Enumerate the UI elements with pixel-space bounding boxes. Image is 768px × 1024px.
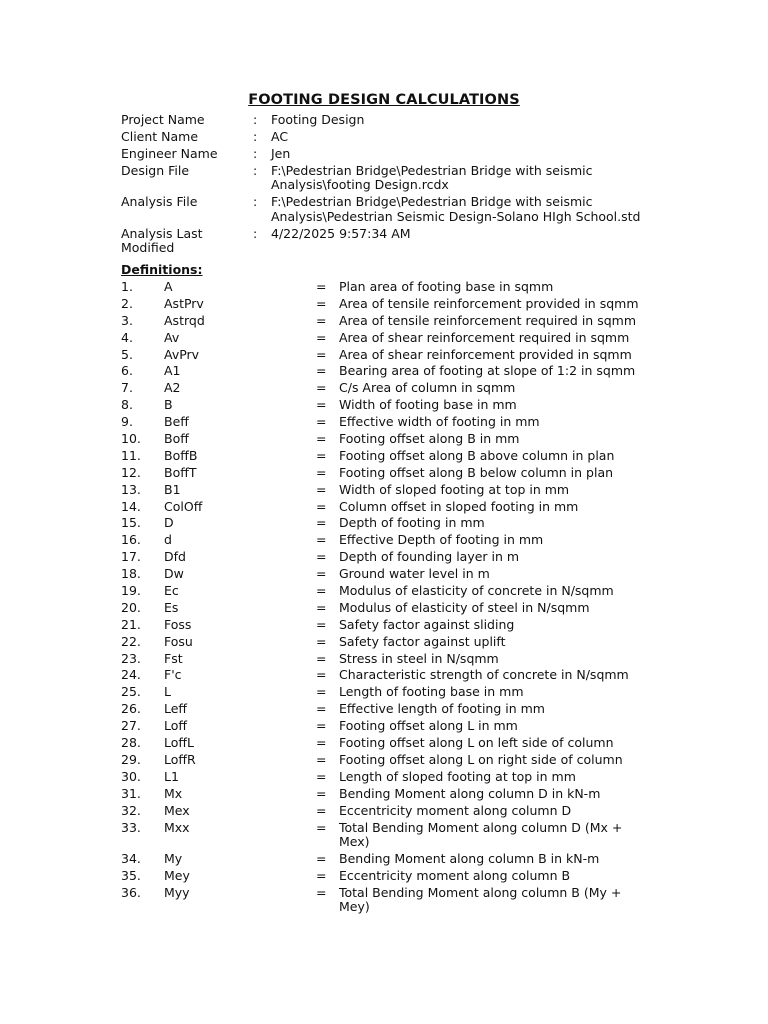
definition-row	[121, 449, 661, 464]
definition-equals: =	[316, 464, 327, 480]
definition-symbol: Leff	[164, 701, 188, 717]
info-colon: :	[253, 194, 258, 210]
definition-row	[121, 770, 661, 785]
definition-equals: =	[316, 701, 327, 717]
definition-symbol: Foss	[164, 616, 192, 632]
definition-symbol: Beff	[164, 414, 189, 430]
definition-equals: =	[316, 414, 327, 430]
info-label: Project Name	[121, 112, 205, 127]
definition-description: Modulus of elasticity of steel in N/sqmm	[339, 599, 590, 615]
definition-number: 1.	[121, 279, 133, 294]
definition-equals: =	[316, 481, 327, 497]
info-colon: :	[253, 112, 258, 127]
definition-row	[121, 432, 661, 447]
definition-symbol: Mx	[164, 785, 183, 801]
definition-row	[121, 635, 661, 650]
info-row	[121, 147, 661, 162]
definition-equals: =	[316, 633, 327, 649]
info-colon: :	[253, 128, 258, 144]
definition-number: 36.	[121, 884, 141, 900]
definition-description: C/s Area of column in sqmm	[339, 380, 516, 396]
definition-symbol: Myy	[164, 884, 190, 900]
definitions-heading: Definitions:	[121, 262, 203, 277]
definition-description: Footing offset along L on left side of column	[339, 735, 614, 751]
definition-symbol: Mex	[164, 802, 190, 818]
definition-symbol: Ec	[164, 583, 179, 599]
definition-number: 26.	[121, 701, 141, 717]
definition-number: 4.	[121, 329, 133, 345]
definition-number: 19.	[121, 583, 141, 599]
definition-row	[121, 719, 661, 734]
info-row	[121, 227, 661, 256]
definition-description: Eccentricity moment along column B	[339, 867, 571, 883]
definition-row	[121, 668, 661, 683]
definition-row	[121, 331, 661, 346]
definition-equals: =	[316, 363, 327, 379]
definition-description: Depth of footing in mm	[339, 515, 485, 531]
definition-row	[121, 466, 661, 481]
definition-equals: =	[316, 549, 327, 565]
definition-equals: =	[316, 329, 327, 345]
definition-row	[121, 398, 661, 413]
definition-symbol: Mxx	[164, 819, 190, 835]
definition-equals: =	[316, 802, 327, 818]
definition-symbol: Astrqd	[164, 312, 205, 328]
definition-description: Plan area of footing base in sqmm	[339, 279, 554, 294]
definitions-list	[121, 280, 661, 917]
definition-number: 7.	[121, 380, 133, 396]
document-title: FOOTING DESIGN CALCULATIONS	[248, 92, 520, 108]
info-row	[121, 130, 661, 145]
definition-symbol: Boff	[164, 431, 189, 447]
definition-symbol: Av	[164, 329, 180, 345]
definition-row	[121, 483, 661, 498]
definition-number: 10.	[121, 431, 141, 447]
definition-row	[121, 364, 661, 379]
definition-description: Safety factor against uplift	[339, 633, 506, 649]
definition-description: Area of tensile reinforcement required in sqmm	[339, 312, 637, 328]
definition-description: Effective Depth of footing in mm	[339, 532, 544, 548]
info-label: Analysis Last Modified	[121, 225, 203, 256]
definition-symbol: Fst	[164, 650, 183, 666]
definition-row	[121, 297, 661, 312]
definition-symbol: A2	[164, 380, 181, 396]
definition-row	[121, 415, 661, 430]
definition-symbol: D	[164, 515, 174, 531]
definition-equals: =	[316, 718, 327, 734]
definition-number: 22.	[121, 633, 141, 649]
definition-description: Width of sloped footing at top in mm	[339, 481, 570, 497]
definition-number: 27.	[121, 718, 141, 734]
definition-number: 6.	[121, 363, 133, 379]
definition-description: Column offset in sloped footing in mm	[339, 498, 579, 514]
definition-row	[121, 550, 661, 565]
definition-row	[121, 584, 661, 599]
definition-equals: =	[316, 431, 327, 447]
definition-equals: =	[316, 819, 327, 835]
definition-description: Stress in steel in N/sqmm	[339, 650, 499, 666]
definition-equals: =	[316, 380, 327, 396]
definition-description: Footing offset along L on right side of column	[339, 751, 623, 767]
definition-equals: =	[316, 566, 327, 582]
definition-equals: =	[316, 867, 327, 883]
definition-equals: =	[316, 616, 327, 632]
definition-row	[121, 685, 661, 700]
definition-number: 18.	[121, 566, 141, 582]
definition-description: Length of footing base in mm	[339, 684, 524, 700]
definition-number: 3.	[121, 312, 133, 328]
definition-row	[121, 348, 661, 363]
definition-description: Effective width of footing in mm	[339, 414, 540, 430]
definition-number: 25.	[121, 684, 141, 700]
definition-equals: =	[316, 751, 327, 767]
definition-description: Area of shear reinforcement provided in sqmm	[339, 346, 632, 362]
definition-equals: =	[316, 295, 327, 311]
definition-number: 8.	[121, 397, 133, 413]
definition-number: 31.	[121, 785, 141, 801]
definition-symbol: Dw	[164, 566, 184, 582]
info-row	[121, 195, 661, 224]
definition-number: 17.	[121, 549, 141, 565]
info-row	[121, 113, 661, 128]
info-value: F:\Pedestrian Bridge\Pedestrian Bridge with seismic Analysis\footing Design.rcdx	[271, 162, 593, 193]
info-label: Engineer Name	[121, 145, 218, 161]
definition-symbol: F'c	[164, 667, 182, 683]
definition-description: Area of shear reinforcement required in sqmm	[339, 329, 630, 345]
definition-row	[121, 736, 661, 751]
definition-number: 24.	[121, 667, 141, 683]
definition-symbol: BoffT	[164, 464, 197, 480]
definition-description: Bending Moment along column D in kN-m	[339, 785, 601, 801]
info-colon: :	[253, 145, 258, 161]
definition-equals: =	[316, 884, 327, 900]
definition-number: 23.	[121, 650, 141, 666]
definition-equals: =	[316, 785, 327, 801]
definition-equals: =	[316, 684, 327, 700]
definition-equals: =	[316, 397, 327, 413]
definition-row	[121, 533, 661, 548]
definition-equals: =	[316, 850, 327, 866]
definition-description: Footing offset along L in mm	[339, 718, 518, 734]
definition-symbol: Es	[164, 599, 179, 615]
definition-symbol: Dfd	[164, 549, 186, 565]
definition-description: Effective length of footing in mm	[339, 701, 545, 717]
definition-description: Bending Moment along column B in kN-m	[339, 850, 600, 866]
definition-equals: =	[316, 498, 327, 514]
definition-number: 33.	[121, 819, 141, 835]
definition-row	[121, 652, 661, 667]
definition-row	[121, 618, 661, 633]
definition-row	[121, 280, 661, 295]
definition-equals: =	[316, 346, 327, 362]
definition-number: 11.	[121, 447, 141, 463]
info-row	[121, 164, 661, 193]
definition-symbol: L	[164, 684, 171, 700]
info-label: Design File	[121, 162, 190, 178]
definition-equals: =	[316, 735, 327, 751]
definition-number: 35.	[121, 867, 141, 883]
definition-symbol: L1	[164, 768, 179, 784]
definition-symbol: B	[164, 397, 173, 413]
definition-number: 34.	[121, 850, 141, 866]
definition-symbol: ColOff	[164, 498, 203, 514]
definition-row	[121, 821, 661, 850]
definition-row	[121, 601, 661, 616]
info-label: Client Name	[121, 128, 199, 144]
definition-equals: =	[316, 515, 327, 531]
definition-number: 15.	[121, 515, 141, 531]
definition-equals: =	[316, 599, 327, 615]
definition-row	[121, 567, 661, 582]
definition-row	[121, 886, 661, 915]
info-value: 4/22/2025 9:57:34 AM	[271, 225, 411, 241]
definition-row	[121, 869, 661, 884]
definition-description: Width of footing base in mm	[339, 397, 517, 413]
definition-row	[121, 516, 661, 531]
definition-number: 21.	[121, 616, 141, 632]
definition-symbol: BoffB	[164, 447, 198, 463]
definition-equals: =	[316, 532, 327, 548]
info-value: F:\Pedestrian Bridge\Pedestrian Bridge with seismic Analysis\Pedestrian Seismic Design-Solano HIgh School.std	[271, 194, 641, 224]
definition-symbol: A	[164, 279, 173, 294]
info-colon: :	[253, 225, 258, 241]
definition-symbol: My	[164, 850, 183, 866]
definition-description: Total Bending Moment along column B (My + Mey)	[339, 884, 622, 915]
definition-equals: =	[316, 279, 327, 294]
definition-number: 12.	[121, 464, 141, 480]
definition-row	[121, 804, 661, 819]
definition-description: Bearing area of footing at slope of 1:2 in sqmm	[339, 363, 636, 379]
definition-description: Area of tensile reinforcement provided in sqmm	[339, 295, 639, 311]
project-info-table	[121, 113, 661, 258]
definition-symbol: Fosu	[164, 633, 193, 649]
definition-description: Depth of founding layer in m	[339, 549, 520, 565]
definition-number: 16.	[121, 532, 141, 548]
definition-symbol: AstPrv	[164, 295, 204, 311]
definition-description: Length of sloped footing at top in mm	[339, 768, 576, 784]
definition-symbol: Mey	[164, 867, 190, 883]
definition-symbol: A1	[164, 363, 181, 379]
definition-number: 9.	[121, 414, 133, 430]
definition-number: 14.	[121, 498, 141, 514]
definition-row	[121, 314, 661, 329]
definition-equals: =	[316, 447, 327, 463]
definition-equals: =	[316, 768, 327, 784]
info-value: AC	[271, 128, 289, 144]
definition-symbol: B1	[164, 481, 181, 497]
definition-description: Footing offset along B above column in plan	[339, 447, 615, 463]
definition-description: Footing offset along B below column in plan	[339, 464, 614, 480]
definition-row	[121, 702, 661, 717]
definition-description: Modulus of elasticity of concrete in N/sqmm	[339, 583, 614, 599]
definition-description: Ground water level in m	[339, 566, 490, 582]
definition-description: Footing offset along B in mm	[339, 431, 520, 447]
definition-symbol: d	[164, 532, 172, 548]
definition-number: 29.	[121, 751, 141, 767]
definition-row	[121, 787, 661, 802]
definition-symbol: Loff	[164, 718, 188, 734]
info-value: Jen	[271, 145, 291, 161]
definition-row	[121, 852, 661, 867]
definition-number: 13.	[121, 481, 141, 497]
definition-symbol: AvPrv	[164, 346, 200, 362]
definition-equals: =	[316, 312, 327, 328]
definition-equals: =	[316, 650, 327, 666]
definition-row	[121, 381, 661, 396]
info-label: Analysis File	[121, 194, 198, 210]
definition-description: Eccentricity moment along column D	[339, 802, 572, 818]
definition-equals: =	[316, 583, 327, 599]
definition-number: 5.	[121, 346, 133, 362]
definition-number: 20.	[121, 599, 141, 615]
definition-description: Characteristic strength of concrete in N/sqmm	[339, 667, 629, 683]
definition-number: 28.	[121, 735, 141, 751]
definition-row	[121, 500, 661, 515]
definition-number: 32.	[121, 802, 141, 818]
definition-description: Safety factor against sliding	[339, 616, 515, 632]
info-colon: :	[253, 162, 258, 178]
definition-row	[121, 753, 661, 768]
definition-symbol: LoffL	[164, 735, 194, 751]
info-value: Footing Design	[271, 112, 365, 127]
definition-number: 30.	[121, 768, 141, 784]
definition-equals: =	[316, 667, 327, 683]
definition-description: Total Bending Moment along column D (Mx + Mex)	[339, 819, 623, 850]
definition-symbol: LoffR	[164, 751, 196, 767]
definition-number: 2.	[121, 295, 133, 311]
